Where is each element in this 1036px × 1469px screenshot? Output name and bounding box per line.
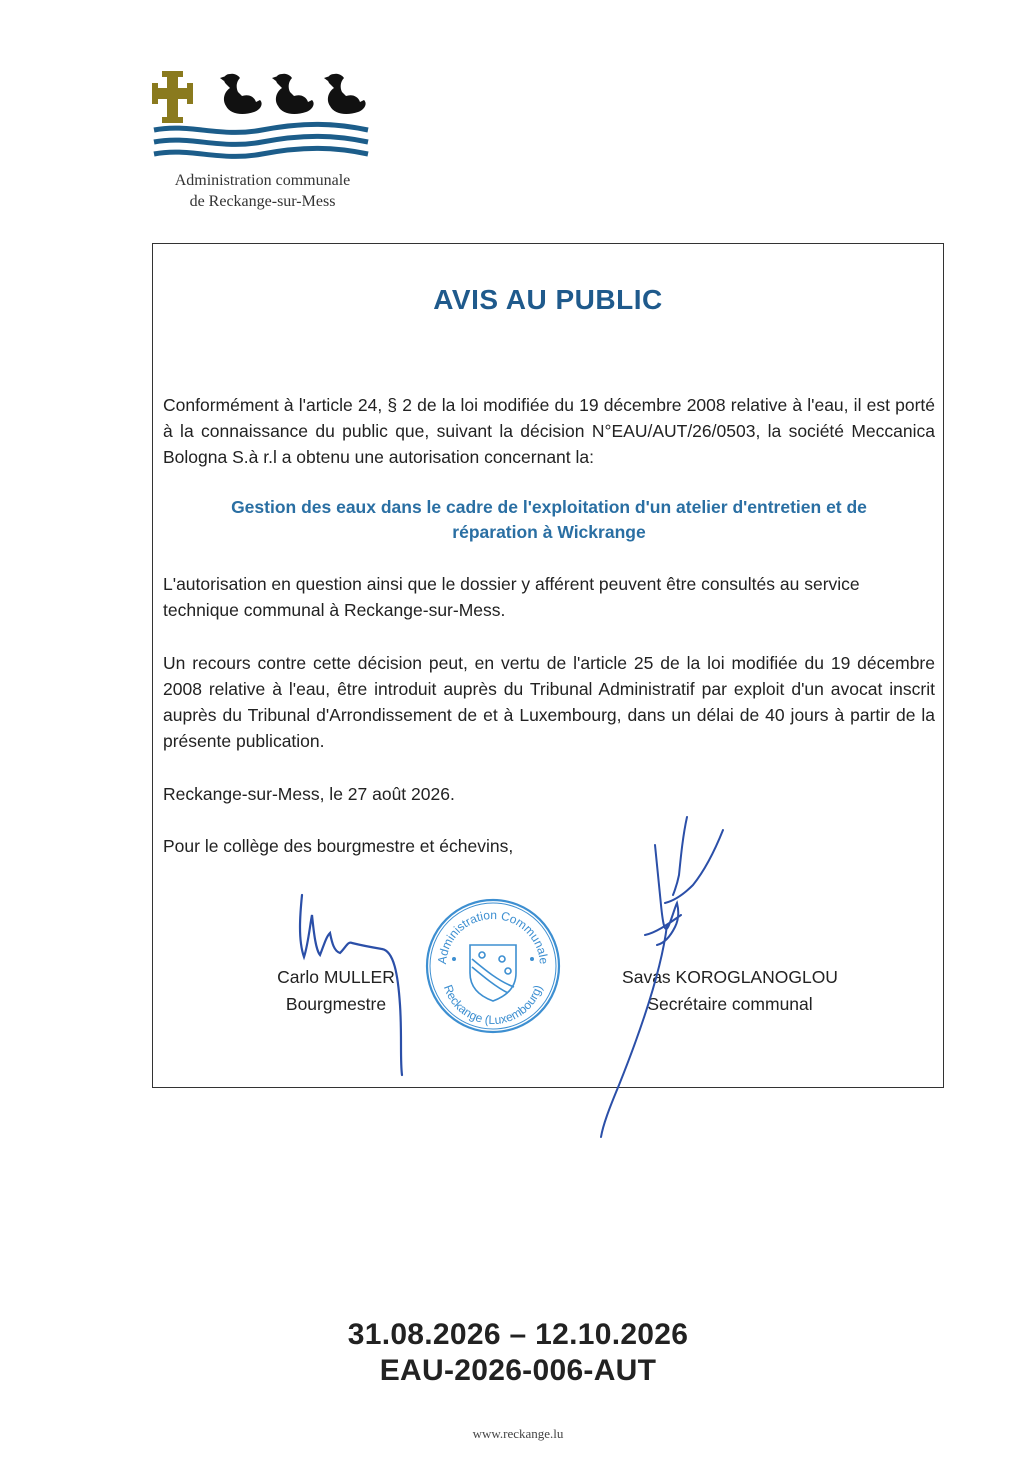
signatory-right-name: Savas KOROGLANOGLOU — [622, 967, 838, 987]
organization-name-line2: de Reckange-sur-Mess — [189, 193, 336, 210]
authorization-subject-line2: réparation à Wickrange — [452, 522, 646, 542]
stamp-shield-icon — [470, 945, 516, 1001]
signature-left — [290, 885, 410, 1080]
paragraph-consultation: L'autorisation en question ainsi que le dossier y afférent peuvent être consultés au service technique communal à Reckange-sur-Mess. — [163, 574, 860, 620]
svg-text:Administration Communale — [435, 908, 551, 965]
signatory-right-title: Secrétaire communal — [647, 994, 813, 1014]
signatory-left-title: Bourgmestre — [285, 994, 387, 1014]
stamp-text-top: Administration Communale — [434, 907, 552, 965]
organization-name-line1: Administration communale — [174, 172, 351, 189]
waves-icon — [154, 124, 368, 156]
closing-formula: Pour le collège des bourgmestre et échevins, — [163, 836, 514, 856]
coat-of-arms-icon — [150, 68, 375, 163]
signatory-left-name: Carlo MULLER — [277, 967, 395, 987]
official-stamp — [424, 897, 562, 1035]
paragraph-legal-basis: Conformément à l'article 24, § 2 de la loi modifiée du 19 décembre 2008 relative à l'eau, il est porté à la connaissance du public que, suivant la décision N°EAU/AUT/26/0503, la société Meccanica Bologna S.à r.l a obtenu une autorisation concernant la: — [163, 395, 935, 467]
organization-name — [150, 170, 375, 212]
signature-right — [595, 815, 735, 1140]
authorization-subject — [163, 495, 935, 545]
paragraph-appeal: Un recours contre cette décision peut, en vertu de l'article 25 de la loi modifiée du 19 décembre 2008 relative à l'eau, être introduit auprès du Tribunal Administratif par exploit d'un avocat inscrit auprès du Tribunal d'Arrondissement de et à Luxembourg, dans un délai de 40 jours à partir de la présente publication. — [163, 653, 935, 751]
reference-number: EAU-2026-006-AUT — [379, 1354, 657, 1387]
notice-title: AVIS AU PUBLIC — [433, 284, 663, 315]
website-link[interactable]: www.reckange.lu — [472, 1426, 564, 1441]
swans-icon — [220, 74, 366, 114]
publication-period: 31.08.2026 – 12.10.2026 — [347, 1318, 689, 1351]
place-date: Reckange-sur-Mess, le 27 août 2026. — [163, 784, 455, 804]
cross-icon — [152, 71, 193, 123]
commune-logo — [150, 68, 375, 163]
stamp-text-bottom: Reckange (Luxembourg) — [440, 982, 546, 1028]
authorization-subject-line1: Gestion des eaux dans le cadre de l'exploitation d'un atelier d'entretien et de — [231, 497, 867, 517]
